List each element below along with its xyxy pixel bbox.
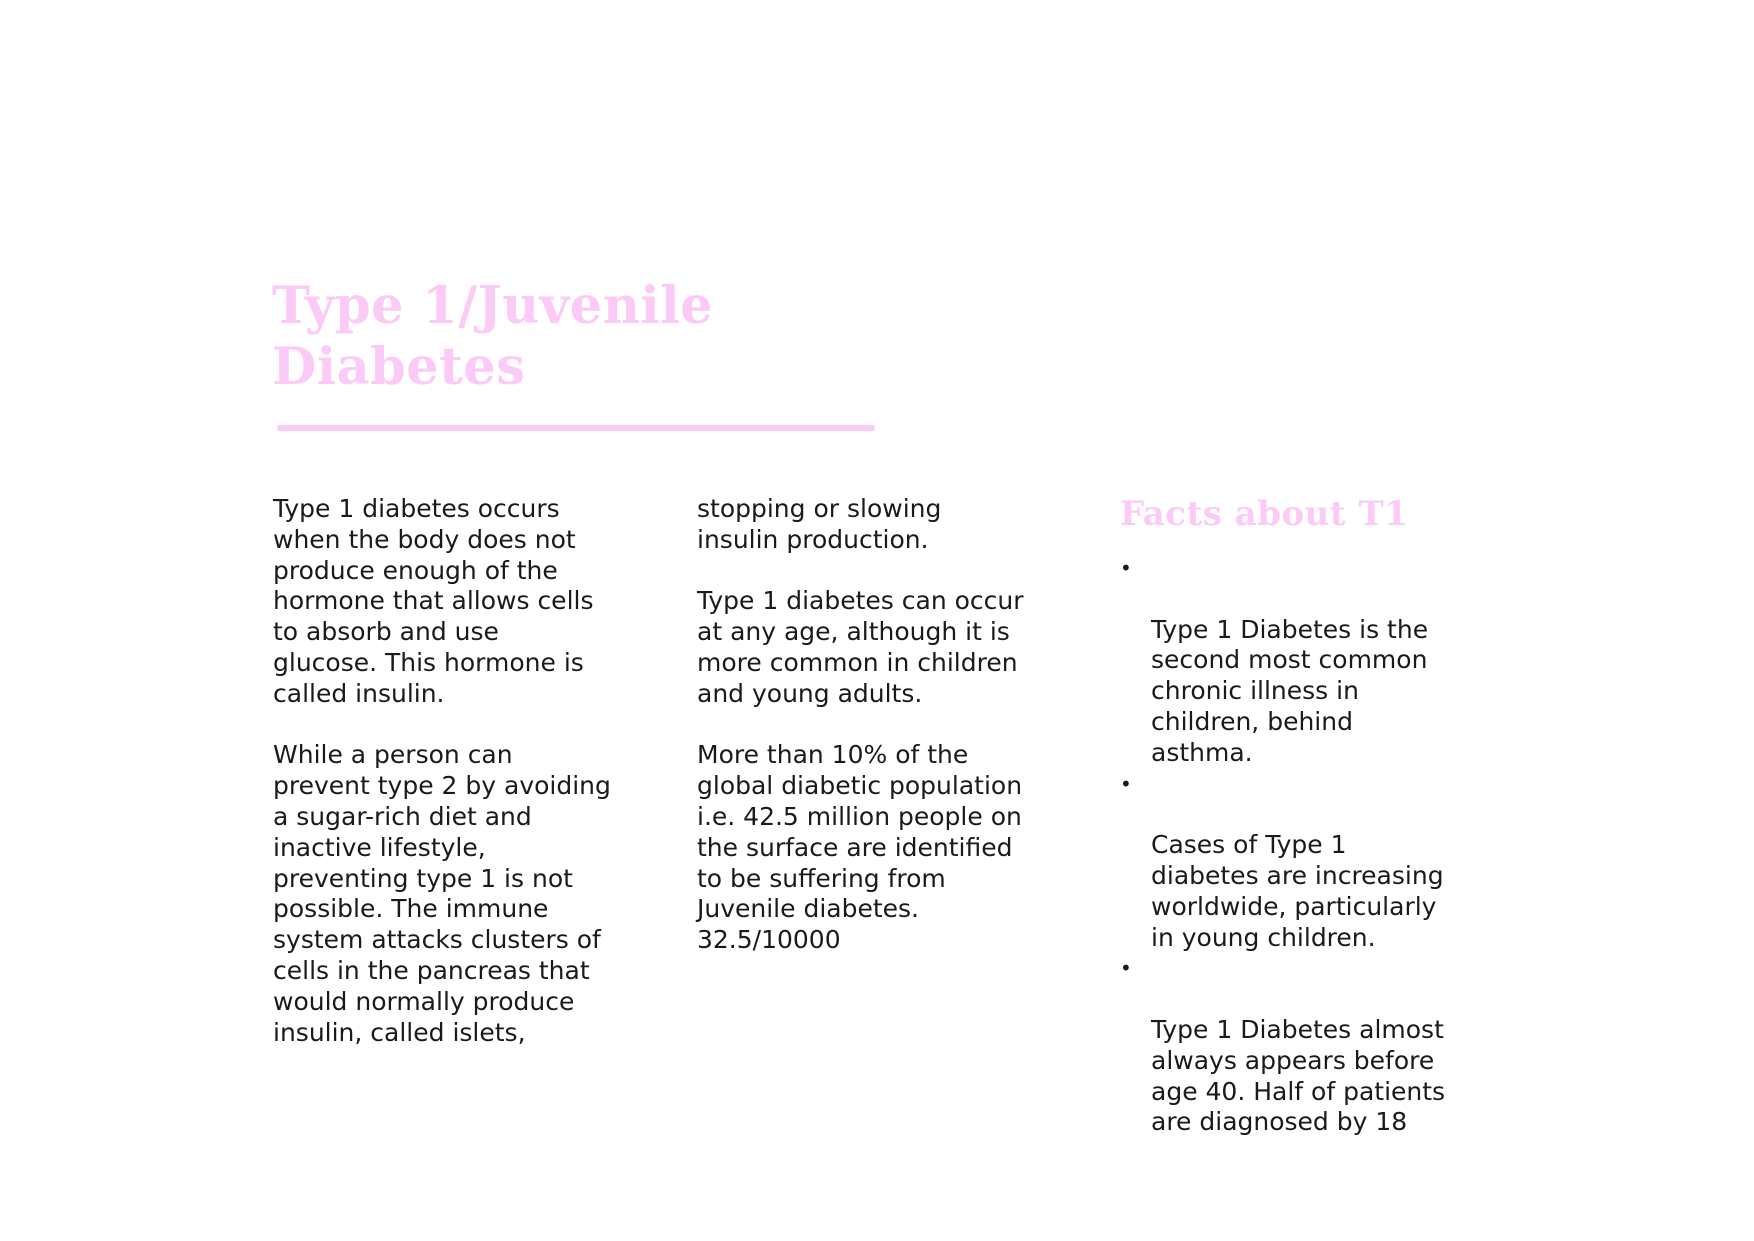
facts-list-item (1120, 769, 1510, 954)
page-title-line-2: Diabetes (272, 337, 526, 397)
facts-list-item (1120, 553, 1510, 769)
column2-paragraph-3: More than 10% of the global diabetic population i.e. 42.5 million people on the surface are identified to be suffering from Juvenile diabetes. 32.5/10000 (697, 740, 1023, 955)
facts-list-item (1120, 953, 1510, 1138)
column1-paragraph-1: Type 1 diabetes occurs when the body does not produce enough of the hormone that allows cells to absorb and use glucose. This hormone is called insulin. (273, 494, 594, 708)
column1-paragraph-2: While a person can prevent type 2 by avoiding a sugar-rich diet and inactive lifestyle, preventing type 1 is not possible. The immune system attacks clusters of cells in the pancreas that would normally produce insulin, called islets, (273, 740, 611, 1047)
column2-paragraph-1: stopping or slowing insulin production. (697, 494, 942, 554)
facts-item-text: Type 1 Diabetes is the second most common chronic illness in children, behind asthma. (1151, 614, 1429, 767)
facts-sidebar (1120, 492, 1510, 1138)
bullet-icon: • (1120, 956, 1132, 981)
text-column-2 (697, 494, 1077, 987)
page-title (272, 276, 912, 398)
column2-paragraph-2: Type 1 diabetes can occur at any age, although it is more common in children and young adults. (697, 586, 1024, 708)
facts-item-text: Cases of Type 1 diabetes are increasing worldwide, particularly in young children. (1151, 830, 1444, 952)
text-column-1 (273, 494, 653, 1079)
facts-list (1120, 553, 1510, 1138)
facts-item-text: Type 1 Diabetes almost always appears before age 40. Half of patients are diagnosed by 18 (1151, 1014, 1446, 1137)
title-underline-divider (277, 425, 875, 431)
page-title-line-1: Type 1/Juvenile (272, 276, 714, 336)
facts-heading: Facts about T1 (1120, 494, 1409, 534)
bullet-icon: • (1120, 556, 1132, 580)
bullet-icon: • (1120, 771, 1132, 796)
